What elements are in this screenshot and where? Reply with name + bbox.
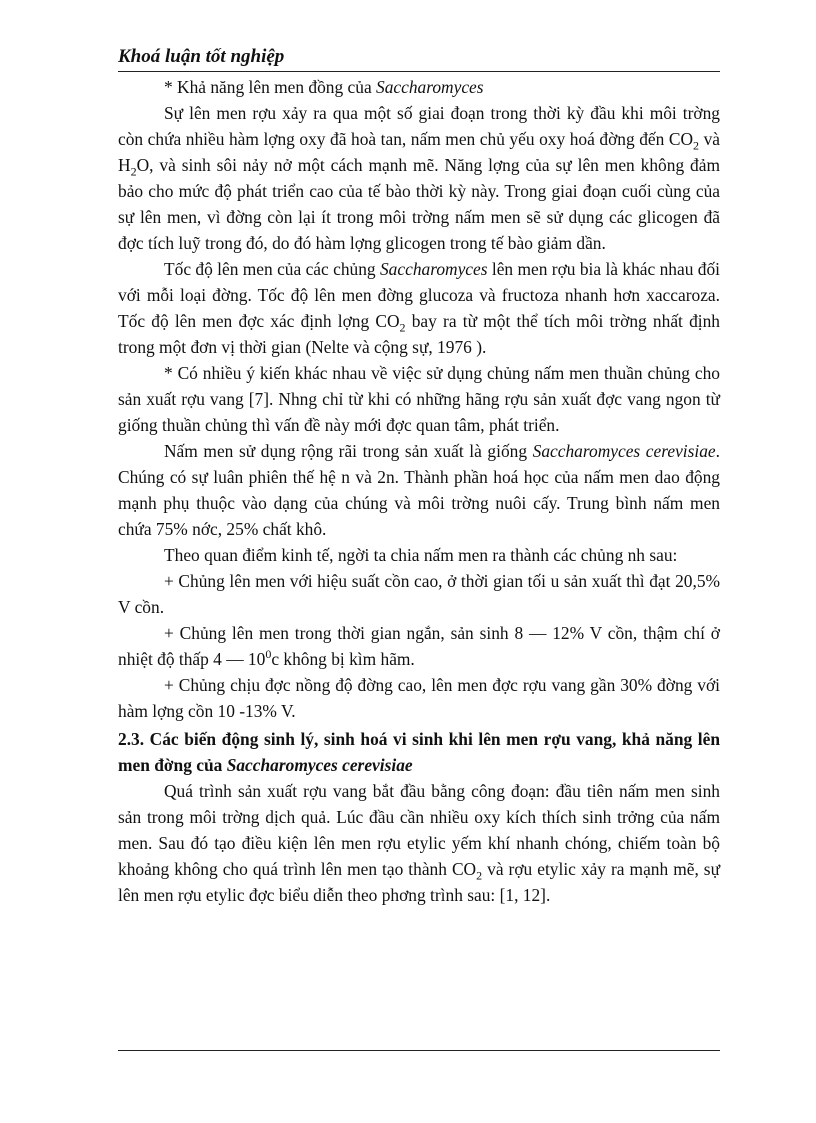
species-name: Saccharomyces cerevisiae xyxy=(226,755,413,775)
section-heading: 2.3. Các biến động sinh lý, sinh hoá vi sinh khi lên men rợu vang, khả năng lên men đờng của Saccharomyces cerevisiae xyxy=(118,729,720,775)
species-name: Saccharomyces xyxy=(379,259,488,279)
page-header xyxy=(118,46,720,72)
document-page xyxy=(118,46,720,908)
paragraph-3: Tốc độ lên men của các chủng Saccharomyces lên men rợu bia là khác nhau đối với mỗi loại đờng. Tốc độ lên men đờng glucoza và fructoza nhanh hơn xaccaroza. Tốc độ lên men đợc xác định lợng $CO_2$ bay ra từ một thể tích môi trờng nhất định trong một đơn vị thời gian (Nelte và cộng sự, 1976 ). xyxy=(118,259,720,357)
paragraph-2: Sự lên men rợu xảy ra qua một số giai đoạn trong thời kỳ đầu khi môi trờng còn chứa nhiều hàm lợng oxy đã hoà tan, nấm men chủ yếu oxy hoá đờng đến $CO_2$ và $H_2O$, và sinh sôi nảy nở một cách mạnh mẽ. Năng lợng của sự lên men không đảm bảo cho mức độ phát triển cao của tế bào thời kỳ này. Trong giai đoạn cuối cùng của sự lên men, vì đờng còn lại ít trong môi trờng nấm men sẽ sử dụng các glicogen đã đợc tích luỹ trong đó, do đó hàm lợng glicogen trong tế bào giảm dần. xyxy=(118,103,721,253)
header-title: Khoá luận tốt nghiệp xyxy=(118,46,285,67)
paragraph-5: Nấm men sử dụng rộng rãi trong sản xuất là giống Saccharomyces cerevisiae. Chúng có sự luân phiên thế hệ n và 2n. Thành phần hoá học của nấm men dao động mạnh phụ thuộc vào dạng của chúng và môi trờng nuôi cấy. Trung bình nấm men chứa 75% nớc, 25% chất khô. xyxy=(118,441,720,539)
species-name: Saccharomyces xyxy=(376,77,484,97)
footer-rule xyxy=(118,1050,720,1051)
paragraph-6: Theo quan điểm kinh tế, ngời ta chia nấm men ra thành các chủng nh sau: xyxy=(164,545,678,565)
paragraph-1: * Khả năng lên men đồng của Saccharomyces xyxy=(164,77,484,97)
paragraph-7: + Chủng lên men với hiệu suất cồn cao, ở thời gian tối u sản xuất thì đạt 20,5% V cồn. xyxy=(118,571,720,617)
paragraph-4: * Có nhiều ý kiến khác nhau về việc sử dụng chủng nấm men thuần chủng cho sản xuất rợu vang [7]. Nhng chỉ từ khi có những hãng rợu sản xuất đợc vang ngon từ giống thuần chủng thì vấn đề này mới đợc quan tâm, phát triển. xyxy=(118,363,720,435)
paragraph-9: + Chủng chịu đợc nồng độ đờng cao, lên men đợc rợu vang gần 30% đờng với hàm lợng cồn 10 -13% V. xyxy=(118,675,720,721)
paragraph-8: + Chủng lên men trong thời gian ngắn, sản sinh 8 — 12% V cồn, thậm chí ở nhiệt độ thấp 4 — $10^0c$ không bị kìm hãm. xyxy=(118,623,720,669)
paragraph-10: Quá trình sản xuất rợu vang bắt đầu bằng công đoạn: đầu tiên nấm men sinh sản trong môi trờng dịch quả. Lúc đầu cần nhiều oxy kích thích sinh trởng của nấm men. Sau đó tạo điều kiện lên men rợu etylic yếm khí nhanh chóng, chiếm toàn bộ khoảng không cho quá trình lên men tạo thành $CO_2$ và rợu etylic xảy ra mạnh mẽ, sự lên men rợu etylic đợc biểu diễn theo phơng trình sau: [1, 12]. xyxy=(118,781,720,905)
species-name: Saccharomyces cerevisiae xyxy=(532,441,716,461)
